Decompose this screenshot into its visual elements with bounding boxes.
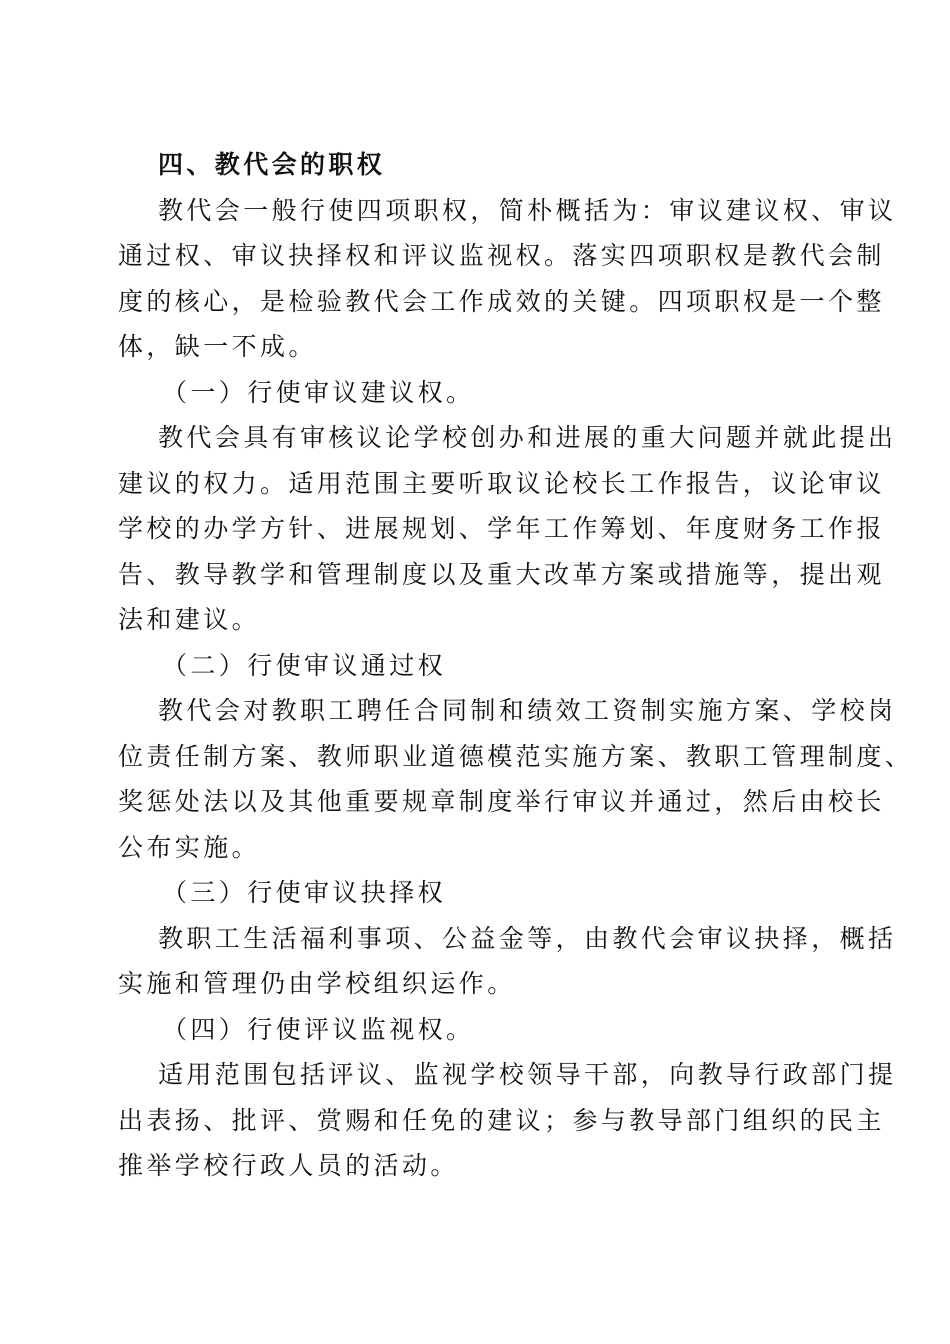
item-line: 推举学校行政人员的活动。 bbox=[118, 1151, 459, 1180]
item-line: 公布实施。 bbox=[118, 832, 261, 862]
item-line: 教代会具有审核议论学校创办和进展的重大问题并就此提出 bbox=[158, 423, 897, 452]
item-line: 出表扬、批评、赏赐和任免的建议；参与教导部门组织的民主 bbox=[118, 1105, 885, 1135]
item-line: 实施和管理仍由学校组织运作。 bbox=[118, 969, 516, 998]
section-title: 四、教代会的职权 bbox=[158, 150, 386, 179]
item-heading: （三）行使审议抉择权 bbox=[162, 878, 447, 907]
item-4 bbox=[118, 1007, 897, 1189]
item-1 bbox=[118, 370, 897, 643]
item-2 bbox=[118, 643, 914, 871]
item-line: 适用范围包括评议、监视学校领导干部，向教导行政部门提 bbox=[158, 1060, 897, 1089]
section-intro bbox=[118, 188, 897, 370]
intro-line: 通过权、审议抉择权和评议监视权。落实四项职权是教代会制 bbox=[118, 241, 885, 270]
item-line: 奖惩处法以及其他重要规章制度举行审议并通过，然后由校长 bbox=[118, 787, 885, 816]
item-line: 法和建议。 bbox=[118, 605, 261, 634]
item-line: 学校的办学方针、进展规划、学年工作筹划、年度财务工作报 bbox=[118, 514, 885, 543]
document-page bbox=[118, 142, 914, 1189]
item-line: 教职工生活福利事项、公益金等，由教代会审议抉择，概括 bbox=[158, 923, 897, 953]
item-heading: （四）行使评议监视权。 bbox=[162, 1014, 475, 1044]
intro-line: 体，缺一不成。 bbox=[118, 332, 317, 361]
item-line: 建议的权力。适用范围主要听取议论校长工作报告，议论审议 bbox=[118, 468, 885, 498]
item-heading: （二）行使审议通过权 bbox=[162, 650, 447, 680]
item-line: 告、教导教学和管理制度以及重大改革方案或措施等，提出观 bbox=[118, 559, 885, 589]
item-line: 位责任制方案、教师职业道德模范实施方案、教职工管理制度、 bbox=[118, 741, 914, 771]
intro-line: 度的核心，是检验教代会工作成效的关键。四项职权是一个整 bbox=[118, 286, 885, 316]
item-line: 教代会对教职工聘任合同制和绩效工资制实施方案、学校岗 bbox=[158, 696, 897, 725]
intro-line: 教代会一般行使四项职权，简朴概括为：审议建议权、审议 bbox=[158, 195, 897, 225]
item-3 bbox=[118, 870, 897, 1007]
item-heading: （一）行使审议建议权。 bbox=[162, 377, 475, 407]
